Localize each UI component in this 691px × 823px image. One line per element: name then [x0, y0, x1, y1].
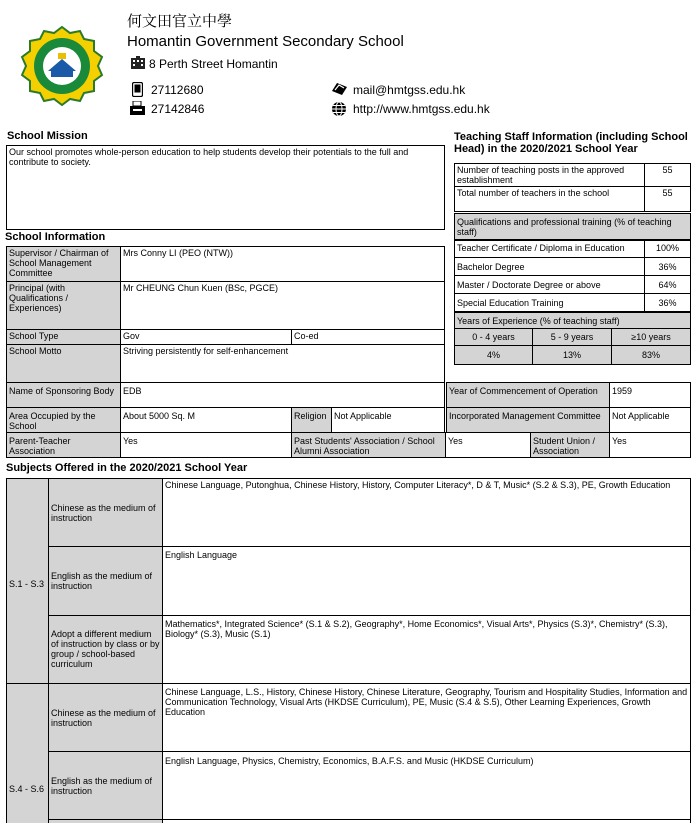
school-website[interactable]: http://www.hmtgss.edu.hk	[353, 102, 490, 116]
mission-title: School Mission	[7, 130, 88, 142]
building-icon	[131, 56, 145, 69]
email-icon	[331, 81, 348, 96]
exp-header: ≥10 years	[611, 328, 691, 346]
pta-value: Yes	[120, 432, 292, 458]
qual-value: 36%	[644, 293, 691, 312]
type-label: School Type	[6, 329, 121, 345]
subjects-list: Chinese Language, L.S., History, Chinese History, Chinese Literature, Geography, Tourism and Hospitality Studies, Information and Communication Technology, Visual Arts (HKDSE Curriculum), PE, Music (S.4 & S.5), Other Learning Experiences, Growth Education	[162, 683, 691, 752]
school-name-cn: 何文田官立中學	[127, 12, 233, 30]
alumni-label: Past Students' Association / School Alumni Association	[291, 432, 446, 458]
pta-label: Parent-Teacher Association	[6, 432, 121, 458]
school-address: 8 Perth Street Homantin	[149, 57, 278, 71]
qual-label: Master / Doctorate Degree or above	[454, 275, 645, 294]
sponsor-value: EDB	[120, 382, 445, 408]
exp-header: 0 - 4 years	[454, 328, 533, 346]
qual-label: Special Education Training	[454, 293, 645, 312]
imc-label: Incorporated Management Committee	[446, 407, 610, 433]
exp-value: 13%	[532, 345, 612, 365]
school-fax: 27142846	[151, 102, 205, 116]
exp-value: 4%	[454, 345, 533, 365]
school-logo	[18, 25, 106, 107]
qual-label: Teacher Certificate / Diploma in Education	[454, 240, 645, 258]
area-value: About 5000 Sq. M	[120, 407, 292, 433]
subjects-title: Subjects Offered in the 2020/2021 School Year	[6, 462, 248, 474]
alumni-value: Yes	[445, 432, 531, 458]
posts-label: Number of teaching posts in the approved establishment	[454, 163, 645, 187]
su-label: Student Union / Association	[530, 432, 610, 458]
religion-value: Not Applicable	[331, 407, 445, 433]
motto-label: School Motto	[6, 344, 121, 383]
next-row-stub	[48, 819, 163, 823]
exp-header: 5 - 9 years	[532, 328, 612, 346]
exp-value: 83%	[611, 345, 691, 365]
mission-text: Our school promotes whole-person education to help students develop their potentials to the full and contribute to society.	[6, 145, 445, 230]
phone-icon	[132, 82, 143, 97]
motto-value: Striving persistently for self-enhancement	[120, 344, 445, 383]
posts-value: 55	[644, 163, 691, 187]
religion-label: Religion	[291, 407, 332, 433]
total-label: Total number of teachers in the school	[454, 186, 645, 212]
globe-icon	[331, 101, 347, 117]
subjects-list: English Language, Physics, Chemistry, Economics, B.A.F.S. and Music (HKDSE Curriculum)	[162, 751, 691, 820]
qual-label: Bachelor Degree	[454, 257, 645, 276]
senior-label: S.4 - S.6	[6, 683, 49, 823]
principal-label: Principal (with Qualifications / Experiences)	[6, 281, 121, 330]
medium-label: Adopt a different medium of instruction by class or by group / school-based curriculum	[48, 615, 163, 684]
principal-value: Mr CHEUNG Chun Kuen (BSc, PGCE)	[120, 281, 445, 330]
imc-value: Not Applicable	[609, 407, 691, 433]
medium-label: English as the medium of instruction	[48, 751, 163, 820]
medium-label: Chinese as the medium of instruction	[48, 683, 163, 752]
info-title: School Information	[5, 231, 106, 243]
school-name-en: Homantin Government Secondary School	[127, 33, 404, 50]
area-label: Area Occupied by the School	[6, 407, 121, 433]
qual-title: Qualifications and professional training (% of teaching staff)	[454, 213, 691, 240]
commence-value: 1959	[609, 382, 691, 408]
type-value: Gov	[120, 329, 292, 345]
medium-label: Chinese as the medium of instruction	[48, 478, 163, 547]
junior-label: S.1 - S.3	[6, 478, 49, 684]
subjects-list: English Language	[162, 546, 691, 616]
supervisor-value: Mrs Conny LI (PEO (NTW))	[120, 246, 445, 282]
fax-icon	[130, 101, 145, 115]
supervisor-label: Supervisor / Chairman of School Management Committee	[6, 246, 121, 282]
sponsor-label: Name of Sponsoring Body	[6, 382, 121, 408]
school-phone: 27112680	[151, 83, 204, 97]
total-value: 55	[644, 186, 691, 212]
qual-value: 36%	[644, 257, 691, 276]
qual-value: 64%	[644, 275, 691, 294]
exp-title: Years of Experience (% of teaching staff)	[454, 312, 691, 329]
su-value: Yes	[609, 432, 691, 458]
subjects-list: Mathematics*, Integrated Science* (S.1 & S.2), Geography*, Home Economics*, Visual Arts*, Physics (S.3)*, Chemistry* (S.3), Biology* (S.3), Music (S.1)	[162, 615, 691, 684]
staff-title: Teaching Staff Information (including School Head) in the 2020/2021 School Year	[454, 131, 688, 155]
school-email[interactable]: mail@hmtgss.edu.hk	[353, 83, 466, 97]
commence-label: Year of Commencement of Operation	[446, 382, 610, 408]
gender-value: Co-ed	[291, 329, 445, 345]
qual-value: 100%	[644, 240, 691, 258]
subjects-list: Chinese Language, Putonghua, Chinese History, History, Computer Literacy*, D & T, Music* (S.2 & S.3), PE, Growth Education	[162, 478, 691, 547]
medium-label: English as the medium of instruction	[48, 546, 163, 616]
